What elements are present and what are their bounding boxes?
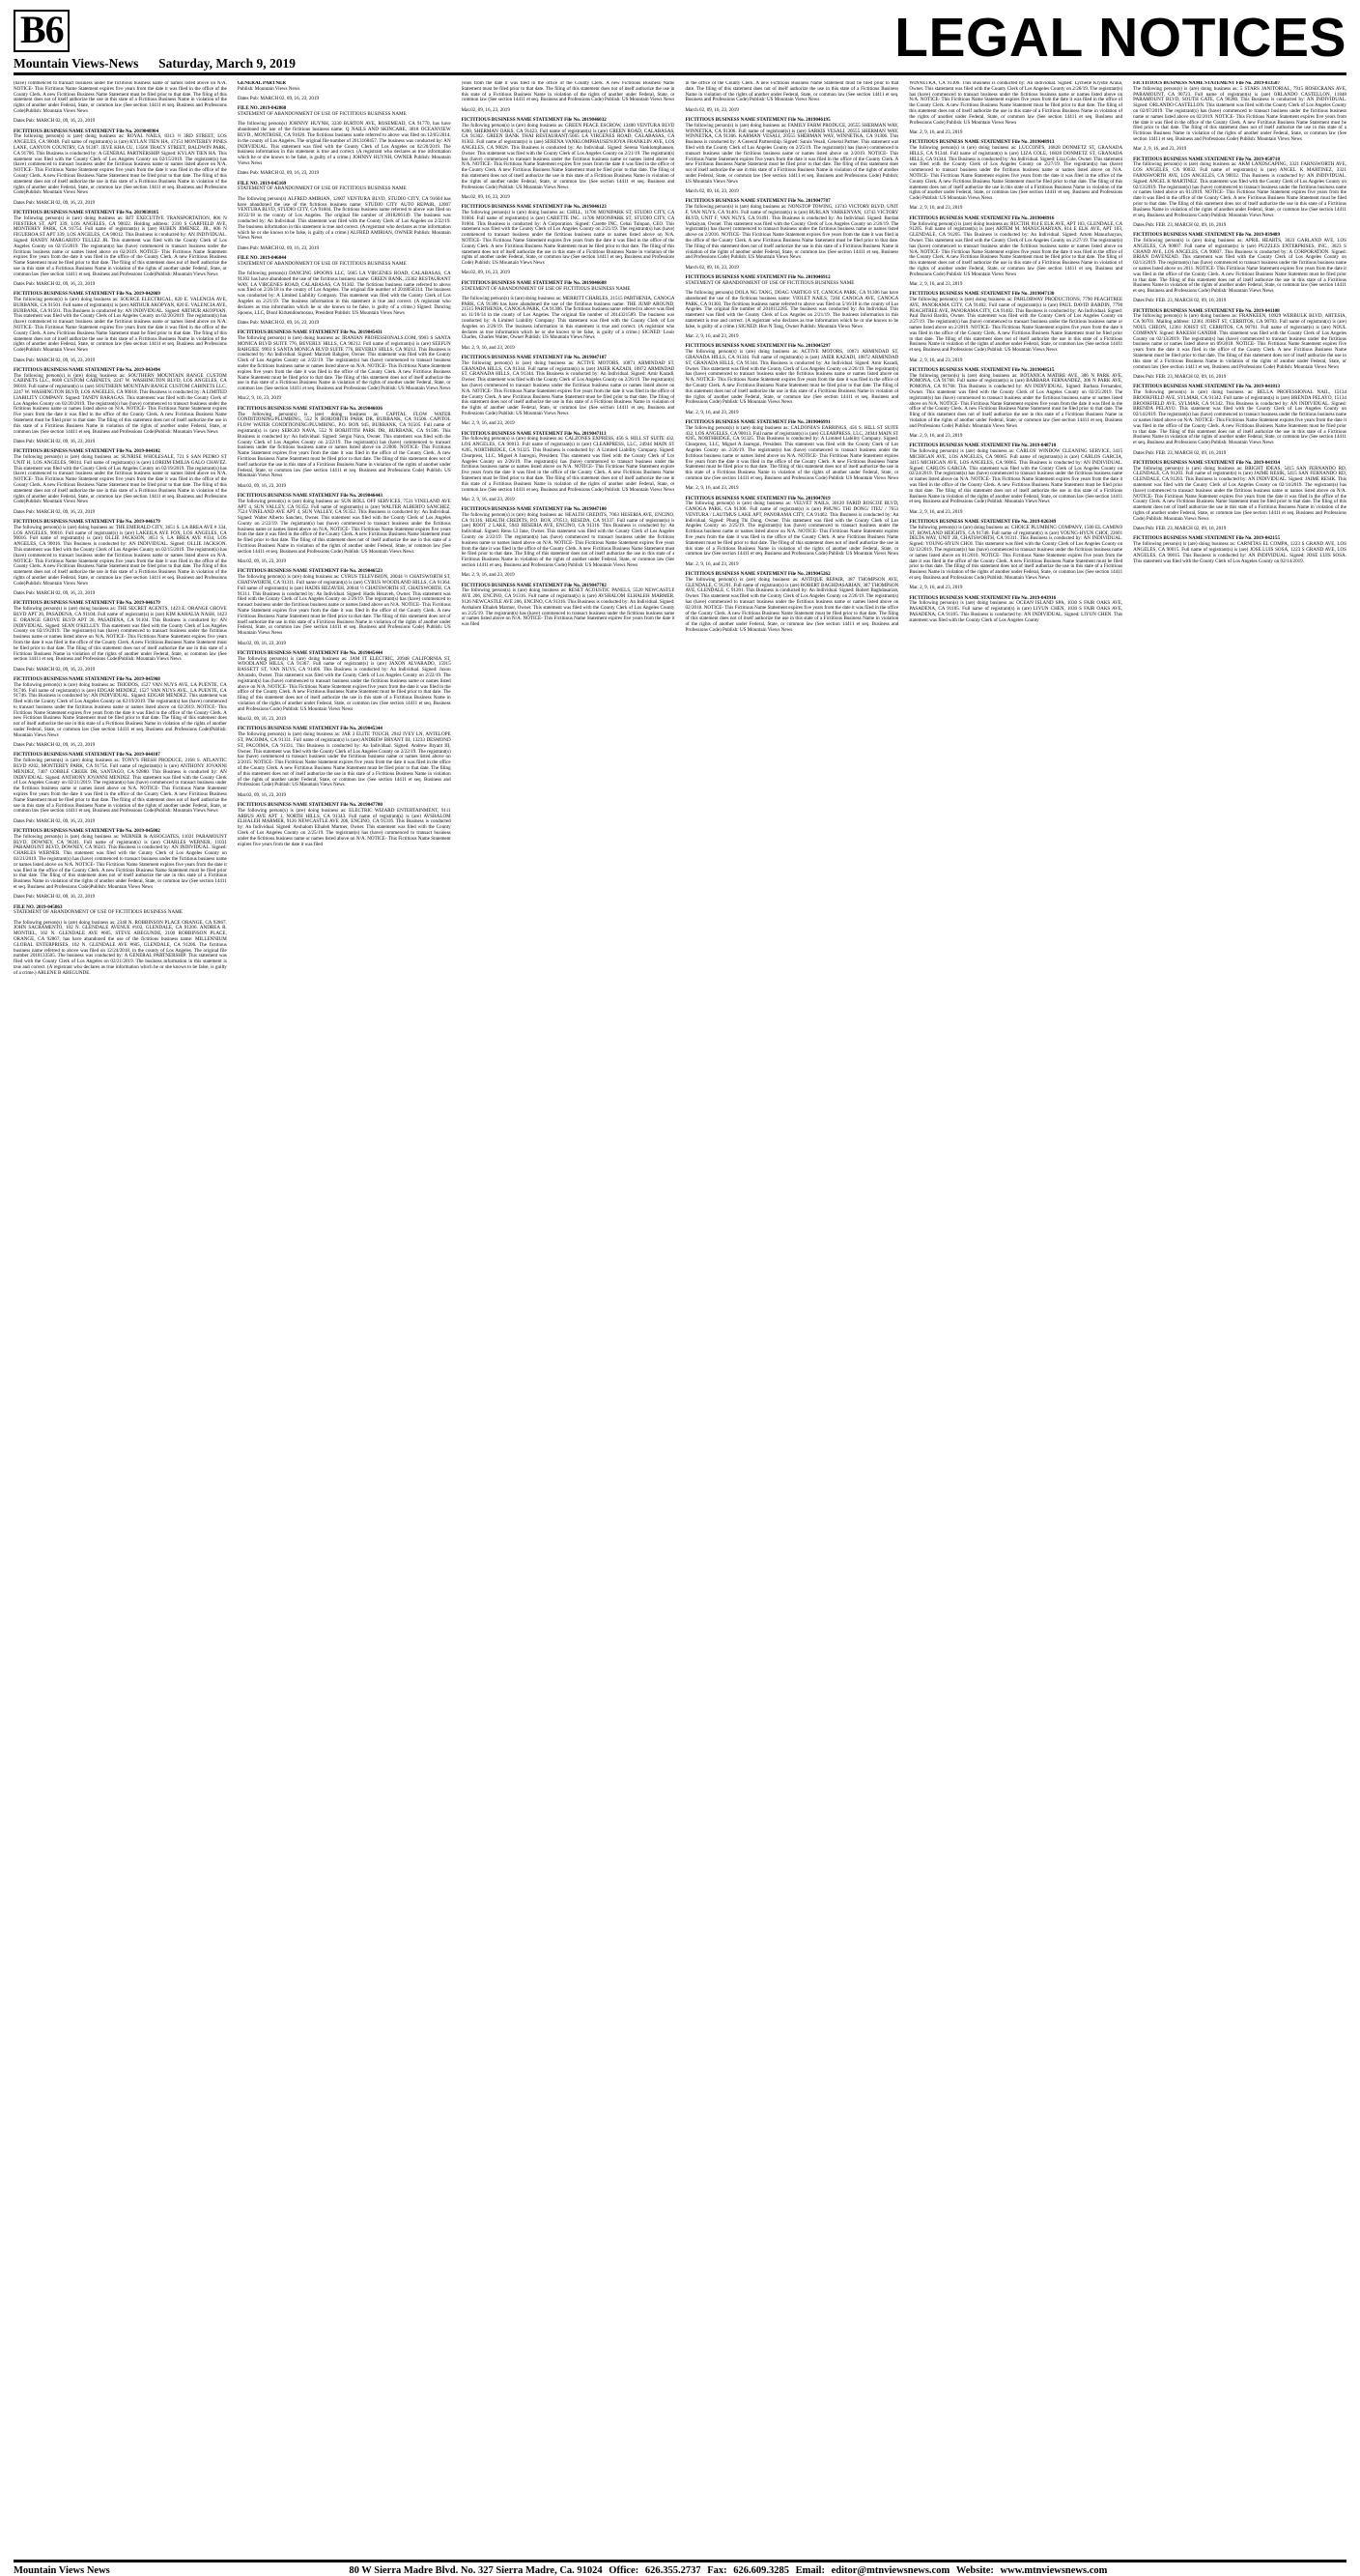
notice-column-6 [1133,81,1346,2556]
notice-body: Mar. 2, 9, 16, and 23, 2019 [685,560,739,567]
notice-heading: FICTITIOUS BUSINESS NAME STATEMENT File No. 2019-058718 [1133,156,1281,162]
footer-email-label: Email: [795,2565,825,2576]
legal-notice [14,895,227,901]
notice-heading: FICTITIOUS BUSINESS NAME STATEMENT File No. 2019-048710 [909,443,1057,449]
legal-notice [1133,451,1346,457]
legal-notice [14,520,227,587]
legal-notice [238,717,451,723]
notice-body: The following person(s) is (are) doing business as: RJT EXECUTIVE TRANSPORTATION, 806 N FIESTERA ST, APT 339, LOS ANGELES, CA 90022. Holding address: 2310 S GARFIELD AVE, MONTEREY PARK, CA 91754. Full name of registrant(s) is (are) RUBEN JIMENEZ, JR., 806 N FIGUEROA ST APT 339, LOS ANGELES, CA 90012. This Business is conducted by: AN INDIVIDUAL. Signed: RANDY MARGARITO TELLEZ JR. This statement was filed with the County Clerk of Los Angeles County on 02/15/2019. The registrant(s) has (have) commenced to transact business under the fictitious business name or names listed above on 02/2019. NOTICE- This Fictitious Name Statement expires five years from the date it was filed in the office of the County Clerk. A new Fictitious Business Name Statement must be filed prior to that date. The filing of this statement does not of itself authorize the use in this state of a Fictitious Business Name in violation of the rights of another under Federal, State, or common law (See section 14411 et seq. Business and Professions Code)Publish: Mountain Views News [14,215,227,277]
notice-column-4 [685,81,898,2556]
notice-heading: FICTITIOUS BUSINESS NAME STATEMENT File No. 2019038185 [14,209,159,215]
legal-notice [14,677,227,739]
footer-office-phone: 626.355.2737 [644,2565,701,2576]
legal-notice [685,420,898,482]
notice-body: Mar. 2, 9, 16, and 23, 2019 [909,357,963,363]
legal-notice [685,108,898,114]
notice-heading: FICTITIOUS BUSINESS NAME STATEMENT File No. 2019047787 [685,198,831,205]
legal-notice [909,368,1122,430]
legal-notice [238,182,451,193]
notice-heading: FILE NO. 2019-042868 [237,105,287,112]
notice-body: Mar.02, 09, 16, 23, 2019 [237,482,287,489]
legal-notice [909,510,1122,516]
notice-body: The following person(s) is (are) doing business as: BELLA PROFESSIONAL NAIL, 15134 BROOKFIELD AVE, SYLMAR, CA 91342. Full name of registrant(s) is (are) BRENDA PELAYO, 15134 BROOKFIELD AVE, SYLMAR, CA 91342. This Business is conducted by: AN INDIVIDUAL. Signed: BRENDA PELAYO. This statement was filed with the County Clerk of Los Angeles County on 02/14/2019. The registrant(s) has (have) commenced to transact business under the fictitious business name or names listed above on N/A. NOTICE- This Fictitious Name Statement expires five years from the date it was filed in the office of the County Clerk. A new Fictitious Business Name Statement must be filed prior to that date. The filing of this statement does not of itself authorize the use in this state of a Fictitious Business Name in violation of the rights of another under Federal, State, or common law (See section 14411 et seq. Business and Professions Code) Publish: Mountain Views News [1133,389,1346,446]
notice-body: The following person(s) is (are) doing business as: WERNER & ASSOCIATES, 11031 PARAMOUNT BLVD, DOWNEY, CA 90241. Full name of registrant(s) is (are) CHARLES WERNER, 11031 PARAMOUNT BLVD, DOWNEY, CA 90241. This Business is conducted by: AN INDIVIDUAL. Signed: CHARLES WERNER. This statement was filed with the County Clerk of Los Angeles County on 02/21/2019. The registrant(s) has (have) commenced to transact business under the fictitious business name or names listed above on N/A. NOTICE- This Fictitious Name Statement expires five years from the date it was filed in the office of the County Clerk. A new Fictitious Business Name Statement must be filed prior to that date. The filing of this statement does not of itself authorize the use in this state of a Fictitious Business Name in violation of the rights of another under Federal, State, or common law (See section 14411 et seq. Business and Professions Code)Publish: Mountain Views News [14,833,227,890]
legal-notice [14,829,227,891]
footer-fax-number: 626.609.3285 [733,2565,789,2576]
legal-notice [909,434,1122,440]
page-folio: B6 [14,10,70,52]
legal-notice [238,484,451,490]
footer-publication: Mountain Views News [14,2565,110,2576]
legal-notice [685,486,898,492]
notice-body: Mar. 2, 9, 16, and 23, 2019 [461,496,515,502]
notice-heading: FICTITIOUS BUSINESS NAME STATEMENT File No. 2019047100 [461,506,607,513]
notice-body: Mar. 2, 9, 16, and 23, 2019 [909,205,963,212]
notice-body: Mar.02, 09, 16, 23, 2019 [237,640,287,646]
legal-notice [685,572,898,634]
notice-body: Dates Pub: MARCH 02, 09, 16, 23, 2019 [237,170,320,177]
legal-notice [909,282,1122,288]
legal-notice [685,497,898,558]
legal-notice [14,743,227,749]
notice-heading: FICTITIOUS BUSINESS NAME STATEMENT File No. 2019045344 [237,726,382,732]
masthead-right [305,7,1346,69]
legal-notice [1133,527,1346,532]
page-title: LEGAL NOTICES [894,7,1346,69]
footer-contact [110,2565,1346,2576]
legal-notice [685,411,898,416]
legal-notice [238,272,451,316]
notice-heading: FICTITIOUS BUSINESS NAME STATEMENT File No. 2019048916 [909,215,1055,221]
page-footer [14,2560,1346,2576]
legal-notice [14,591,227,597]
notice-heading: FICTITIOUS BUSINESS NAME STATEMENT File No. 2019-044107 [14,752,160,758]
notice-body: The following person(s) is (are) doing business as: TRIODOS, 1527 VAN NUYS AVE, LA PUENTE, CA 91746. Full name of registrant(s) is (are) EDGAR MENDEZ, 1527 VAN NUYS AVE., LA PUENTE, CA 91746. This Business is conducted by: AN INDIVIDUAL. Signed: EDGAR MENDEZ. This statement was filed with the County Clerk of Los Angeles County on 02/19/2019. The registrant(s) has (have) commenced to transact business under the fictitious business name or names listed above on 02/2019. NOTICE- This Fictitious Name Statement expires five years from the date it was filed in the office of the County Clerk. A new Fictitious Business Name Statement must be filed prior to that date. The filing of this statement does not of itself authorize the use in this state of a Fictitious Business Name in violation of the rights of another under Federal, State, or common law (See section 14411 et seq. Business and Professions Code)Publish: Mountain Views News [14,681,227,738]
notice-body: The following person(s) is (are) doing business as: SUNRISE WHOLESALE, 721 S SAN PEDRO ST UNIT H, LOS ANGELES, 90014. Full name of registrant(s) is (are) LOREIM EMILIA GALO CHAVEZ. This statement was filed with the County Clerk of Los Angeles County on 02/19/2019. The registrant(s) has (have) commenced to transact business under the fictitious business name or names listed above on N/A. NOTICE- This Fictitious Name Statement expires five years from the date it was filed in the office of the County Clerk. A new Fictitious Business Name Statement must be filed prior to that date. The filing of this statement does not of itself authorize the use in this state of a Fictitious Business Name in violation of the rights of another under Federal, State, or common law (See section 14411 et seq. Business and Professions Code)Publish: Mountain Views News [14,454,227,505]
notice-body: The following person(s) is (are) doing business as: ROYAL NAILS, 8313 ½ 3RD STREET, LOS ANGELES, CA 90048. Full name of registrant(s) is (are) KYLAN TIEN HA, 17151 MONTEREY PINES LANE, CANYON COUNTRY, CA 91387. JEVE KHA CU, 13566 TRACY STREET, BALDWIN PARK, CA 91706. This Business is conducted by: A GENERAL PARTNERSHIP. Signed: KYLAN TIEN HA. This statement was filed with the County Clerk of Los Angeles County on 02/15/2019. The registrant(s) has (have) commenced to transact business under the fictitious business name or names listed above on N/A. NOTICE- This Fictitious Name Statement expires five years from the date it was filed in the office of the County Clerk. A new Fictitious Business Name Statement must be filed prior to that date. The filing of this statement does not of itself authorize the use in this state of a Fictitious Business Name in violation of the rights of another under Federal, State, or common law (See section 14411 et seq. Business and Professions Code)Publish: Mountain Views News [14,133,227,196]
legal-notice [14,282,227,288]
notice-heading: FICTITIOUS BUSINESS NAME STATEMENT File No. 2019046123 [461,204,607,211]
notice-body: March 02, 09, 16, 23, 2019 [685,106,739,113]
notice-body: Mar.02, 09, 16, 23, 2019 [461,106,510,113]
legal-notice [14,211,227,278]
legal-notice [462,195,675,201]
legal-notice [238,122,451,166]
legal-notice [685,562,898,568]
legal-notice [14,129,227,197]
legal-notice [462,432,675,494]
notice-body: STATEMENT OF ABANDONMENT OF USE OF FICTITIOUS BUSINESS NAME [237,260,407,267]
notice-heading: FICTITIOUS BUSINESS NAME STATEMENT File No. 2019-026349 [909,518,1057,525]
notice-body: Mar.02, 09, 16, 23, 2019 [461,193,510,200]
notice-body: Dates Pub: FEB. 23, MARCH 02, 09, 16, 2019 [1133,298,1227,304]
notice-heading: FICTITIOUS BUSINESS NAME STATEMENT File No. 2019-039489 [1133,232,1281,239]
legal-notice [14,292,227,354]
notice-heading: FICTITIOUS BUSINESS NAME STATEMENT File No. 2019046688 [461,279,607,286]
masthead-left [14,10,305,71]
legal-notice [238,569,451,637]
publication-date: Saturday, March 9, 2019 [158,56,297,71]
notice-heading: FICTITIOUS BUSINESS NAME STATEMENT File No. 2019-042155 [1133,535,1281,542]
notice-body: Mar.02, 09, 16, 23, 2019 [237,716,287,723]
footer-website-label: Website: [955,2565,994,2576]
notice-body: Publish: Mountain Views News [237,85,300,92]
legal-notice [909,586,1122,591]
notice-body: Dates Pub: MARCH 02, 09, 16, 23, 2019 [14,590,96,597]
legal-notice [238,407,451,479]
legal-notice [462,81,675,103]
legal-notice [14,510,227,516]
legal-notice [685,291,898,330]
notice-body: Mar. 2, 9, 16, and 23, 2019 [909,433,963,440]
notice-body: Dates Pub: MARCH 02, 09, 16, 23, 2019 [14,894,96,901]
notice-body: The following person(s) is (are) doing business as: CAPITAL FLOW WATER CONDITIONING/PLUMBING, 552 N BORJORITH PARK DR, BURBANK, CA 91506. CAPITOL FLOW WATER CONDITIONING/PLUMBING, P.O. BOX 945, BURBANK, CA 91505. Full name of registrant(s) is (are) SERGIO NAVA, 552 N BORJITITH PARK DR, BURBANK, CA 91506. This Business is conducted by: An Individual. Signed: Sergio Nava, Owner. This statement was filed with the County Clerk of Los Angeles County on 2/22/19. The registrant(s) has (have) commenced to transact business under the fictitious business name or names listed above on 2/2000. NOTICE- This Fictitious Name Statement expires five years from the date it was filed in the office of the County Clerk. A new Fictitious Business Name Statement must be filed prior to that date. The filing of this statement does not of itself authorize the use in this state of a Fictitious Business Name in violation of the rights of another under Federal, State, or common law (See section 14411 et seq. Business and Professions Code) Publish: US Mountain Views News [237,411,451,479]
notice-body: The following person(s) is (are) doing business as: CARNITAS EL COMPA, 1223 S GRAND AVE, LOS ANGELES, CA 90015. Full name of registrant(s) is (are) JOSE LUIS SOSA, 1223 S GRAND AVE, LOS ANGELES, CA 90015. This Business is conducted by: AN INDIVIDUAL. Signed: JOSE LUIS SOSA. This statement was filed with the County Clerk of Los Angeles County on 02/14/2019. [1133,541,1346,564]
notice-body: Mar.2, 9, 16, 23, 2019 [237,395,281,402]
notice-heading: FICTITIOUS BUSINESS NAME STATEMENT File No. 2019048904 [14,128,159,134]
legal-notice [238,651,451,713]
legal-notice [238,559,451,565]
notice-heading: FICTITIOUS BUSINESS NAME STATEMENT File No. 2019-044102 [14,448,160,455]
legal-notice [238,494,451,556]
legal-notice [238,246,451,252]
legal-notice [462,356,675,417]
notice-body: Dates Pub: MARCH 02, 09, 16, 23, 2019 [14,438,96,444]
notice-column-2 [238,81,451,2556]
notice-column-1 [14,81,227,2556]
masthead-publication-line [14,56,296,71]
notice-heading: FICTITIOUS BUSINESS NAME STATEMENT File No. 2019045444 [237,649,382,656]
legal-notice [909,81,1122,126]
notice-heading: FICTITIOUS BUSINESS NAME STATEMENT File No. 2019-033507 [1133,81,1281,86]
legal-notice [14,119,227,125]
notice-heading: FICTITIOUS BUSINESS NAME STATEMENT File No. 2019-043916 [909,594,1057,601]
notice-body: Mar. 2, 9, 16, and 23, 2019 [909,585,963,591]
notice-heading: FICTITIOUS BUSINESS NAME STATEMENT File No. 2019-046179 [14,518,160,525]
notice-heading: FICTITIOUS BUSINESS NAME STATEMENT File No. 2019047700 [237,801,382,808]
notice-body: Mar. 2, 9, 16, and 23, 2019 [685,485,739,492]
notice-body: The following person(s) is (are) doing business as: LUCCONI'S, 16828 DONMETZ ST, GRANADA HILLS, CA 91344. Full name of registrant(s) is (are) LIZA COLE, 16828 DONMETZ ST, GRANADA HILLS, CA 91344. This Business is conducted by: An Individual. Signed: Liza Cole, Owner. This statement was filed with the County Clerk of Los Angeles County on 2/27/19. The registrant(s) has (have) commenced to transact business under the fictitious business name or names listed above on N/A. NOTICE- This Fictitious Name Statement expires five years from the date it was filed in the office of the County Clerk. A new Fictitious Business Name Statement must be filed prior to that date. The filing of this statement does not of itself authorize the use in this state of a Fictitious Business Name in violation of the rights of another under Federal, State, or common law (See section 14411 et seq. Business and Professions Code) Publish: US Mountain Views News [909,144,1123,202]
legal-notice [462,346,675,352]
legal-notice [14,201,227,207]
notice-body: The following person(s) is (are) doing business as: JAM IT ELECTRIC, 20948 CALIFORNIA ST, WOODLAND HILLS, CA 91367. Full name of registrant(s) is (are) JAXON ALVARADO, 15915 BASSETT ST, VAN NUYS, CA 91406. This Business is conducted by: An Individual. Signed: Jaxon Alvarado, Owner. This statement was filed with the County Clerk of Los Angeles County on 2/22/19. The registrant(s) has (have) commenced to transact business under the fictitious business name or names listed above on N/A. NOTICE- This Fictitious Name Statement expires five years from the date it was filed in the office of the County Clerk. A new Fictitious Business Name Statement must be filed prior to that date. The filing of this statement does not of itself authorize the use in this state of a Fictitious Business Name in violation of the rights of another under Federal, State, or common law (See section 14411 et seq. Business and Professions Code) Publish: US Mountain Views News [237,655,451,712]
legal-notice [909,216,1122,278]
legal-notice [1133,375,1346,381]
legal-notice [685,266,898,272]
notice-body: The following person(s) is (are) doing business as: CALDONIA'S EARRINGS, 456 S. HILL ST SUITE 432, LOS ANGELES, CA 90013. Full name of registrant(s) is (are) CLEARPRESS, LLC, 24944 MAIN ST #205, NORTHRIDGE, CA 91325. This Business is conducted by: A Limited Liability Company. Signed: Clearpress, LLC, Miguel A Jauregui, President. This statement was filed with the County Clerk of Los Angeles County on 2/26/19. The registrant(s) has (have) commenced to transact business under the fictitious business name or names listed above on N/A. NOTICE- This Fictitious Name Statement expires five years from the date it was filed in the office of the County Clerk. A new Fictitious Business Name Statement must be filed prior to that date. The filing of this statement does not of itself authorize the use in this state of a Fictitious Business Name in violation of the rights of another under Federal, State, or common law (See section 14411 et seq. Business and Professions Code) Publish: US Mountain Views News [685,424,899,481]
notice-body: The following person(s) is (are) doing business as: BOTANICA MATIRE AVE, 306 N PARK AVE, POMONA, CA 91768. Full name of registrant(s) is (are) BARBARA FERNANDEZ, 306 N PARK AVE, POMONA, CA 91768. This Business is conducted by: AN INDIVIDUAL. Signed: Barbara Fernandez, Owner. This statement was filed with the County Clerk of Los Angeles County on 02/25/2019. The registrant(s) has (have) commenced to transact business under the fictitious business name or names listed above on N/A. NOTICE- This Fictitious Name Statement expires five years from the date it was filed in the office of the County Clerk. A new Fictitious Business Name Statement must be filed prior to that date. The filing of this statement does not of itself authorize the use in this state of a Fictitious Business Name in violation of the rights of another under Federal, State, or common law (See section 14411 et seq. Business and Professions Code) Publish: Mountain Views News [909,372,1123,429]
notice-heading: FICTITIOUS BUSINESS NAME STATEMENT File No. 2019045431 [237,329,382,336]
notice-heading: FICTITIOUS BUSINESS NAME STATEMENT File No. 2019047702 [461,582,607,588]
legal-notice [1133,536,1346,564]
notice-body: STATEMENT OF ABANDONMENT OF USE OF FICTITIOUS BUSINESS NAME [14,909,183,916]
notice-body: The following person(s) is (are) doing business as: SUN ROLL OFF SERVICES, 7531 VINELAND AVE APT 4, SUN VALLEY, CA 91352. Full name of registrant(s) is (are) WALTER ALBERTO SANCHEZ, 7524 VINELAND AVE APT 4, SUN VALLEY, CA 91352. This Business is conducted by: An Individual. Signed: Walter Alberto Sanchez, Owner. This statement was filed with the County Clerk of Los Angeles County on 2/22/19. The registrant(s) has (have) commenced to transact business under the fictitious business name or names listed above on N/A. NOTICE- This Fictitious Name Statement expires five years from the date it was filed in the office of the County Clerk. A new Fictitious Business Name Statement must be filed prior to that date. The filing of this statement does not of itself authorize the use in this state of a Fictitious Business Name in violation of the rights of another under Federal, State, or common law (See section 14411 et seq. Business and Professions Code) Publish: US Mountain Views News [237,498,451,555]
notice-heading: FICTITIOUS BUSINESS NAME STATEMENT File No. 2019047019 [685,495,831,501]
masthead [14,7,1346,75]
notice-body: The following person(s) is (are) doing business as: CHILL, 11706 MONIPARK ST, STUDIO CITY, CA 91604. Full name of registrant(s) is (are) CARETTE INC. 11706 MOONPARK ST, STUDIO CITY, CA 91604. This Business is conducted by: A Corporation. Signed: Carette INC, Cehai Tulupan, CEO. This statement was filed with the County Clerk of Los Angeles County on 2/21/19. The registrant(s) has (have) commenced to transact business under the fictitious business name or names listed above on N/A. NOTICE- This Fictitious Name Statement expires five years from the date it was filed in the office of the County Clerk. A new Fictitious Business Name Statement must be filed prior to that date. The filing of this statement does not of itself authorize the use in this state of a Fictitious Business Name in violation of the rights of another under Federal, State, or common law (See section 14411 et seq. Business and Professions Code) Publish: US Mountain Views News [461,209,675,267]
notice-body: The following person(s) is (are) doing business as: PARLORWAY PRODUCTIONS, 7790 PEACHTREE AVE, PANORAMA CITY, CA 91402. Full name of registrant(s) is (are) PAUL DAVID BARDIN, 7790 PEACHTREE AVE, PANORAMA CITY, CA 91402. This Business is conducted by: An Individual. Signed: Paul David Bardin, Owner. This statement was filed with the County Clerk of Los Angeles County on 2/27/19. The registrant(s) has (have) commenced to transact business under the fictitious business name or names listed above on 2/2019. NOTICE- This Fictitious Name Statement expires five years from the date it was filed in the office of the County Clerk. A new Fictitious Business Name Statement must be filed prior to that date. The filing of this statement does not of itself authorize the use in this state of a Fictitious Business Name in violation of the rights of another under Federal, State, or common law (See section 14411 et seq. Business and Professions Code) Publish: US Mountain Views News [909,297,1123,354]
notice-column-5 [909,81,1122,2556]
notice-body: WINNETKA, CA 91306. This Business is conducted by: An Individual. Signed: Lychelle Krystle Arana, Owner. This statement was filed with the County Clerk of Los Angeles County on 2/26/19. The registrant(s) has (have) commenced to transact business under the fictitious business name or names listed above on N/A. NOTICE- This Fictitious Name Statement expires five years from the date it was filed in the office of the County Clerk. A new Fictitious Business Name Statement must be filed prior to that date. The filing of this statement does not of itself authorize the use in this state of a Fictitious Business Name in violation of the rights of another under Federal, State, or common law (See section 14411 et seq. Business and Professions Code) Publish: US Mountain Views News [909,81,1123,126]
legal-notice [685,81,898,103]
notice-body: The following person(s) JOHNNY HUYNH, 3330 BURTON AVE, ROSEMEAD, CA 91770, has have abandoned the use of the fictitious business name: Q NAILS AND SKINCARE, 3818 OCEANVIEW BLVD., MONTROSE, CA 91020. The fictitious business name referred to above was filed on 12/05/2014, in the county of Los Angeles. The original file number of 2013168457. The business was conducted by: AN INDIVIDUAL. This statement was filed with the County Clerk of Los Angeles on 02/20/2019. The business information in this statement is true and correct. (A registrant who declares as true information which he or she knows to be false, is guilty of a crime.) JOHNNY HUYNH, OWNER Publish: Mountain Views News [237,121,451,167]
legal-notice [909,444,1122,505]
legal-notice [238,197,451,242]
notice-body: March 02, 09, 16, 23, 2019 [685,188,739,195]
notice-body: The following person(s) is (are) doing business as: NONSTOP TOWING, 13743 VICTORY BLVD, UNIT F, VAN NUYS, CA 91401. Full name of registrant(s) is (are) BURLAN VARKENYAN, 13743 VICTORY BLVD, UNIT F, VAN NUYS, CA 91491. This Business is conducted by: An Individual. Signed: Burdan Varkalyan, Owner. This statement was filed with the County Clerk of Los Angeles County on 2/26/19. The registrant(s) has (have) commenced to transact business under the fictitious business name or names listed above on 2/2016. NOTICE- This Fictitious Name Statement expires five years from the date it was filed in the office of the County Clerk. A new Fictitious Business Name Statement must be filed prior to that date. The filing of this statement does not of itself authorize the use in this state of a Fictitious Business Name in violation of the rights of another under Federal, State, or common law (See section 14411 et seq. Business and Professions Code) Publish: US Mountain Views News [685,204,899,261]
footer-fax-label: Fax: [707,2565,727,2576]
notice-body: Dates Pub: FEB. 23, MARCH 02, 09, 16, 2019 [1133,449,1227,456]
legal-notice [685,344,898,406]
legal-notice [462,108,675,114]
notice-body: Dates Pub: MARCH 02, 09, 16, 23, 2019 [14,666,96,673]
legal-notice [1133,461,1346,523]
notice-body: The following person(s) is (are) doing business as: OCEAN ISLAND SPA, 1030 S FAIR OAKS AVE, PASADENA, CA 91105. Full name of registrant(s) is (are) LIYUN CHEN, 1030 S FAIR OAKS AVE, PASADENA, CA 91105. This Business is conducted by: AN INDIVIDUAL. Signed: LIYUN CHEN. This statement was filed with the County Clerk of Los Angeles County [909,600,1123,623]
notice-body: Mar.02, 09, 16, 23, 2019 [461,270,510,276]
notice-heading: FICTITIOUS BUSINESS NAME STATEMENT File No. 2019-041813 [1133,384,1281,390]
legal-notice [685,199,898,261]
legal-notice [1133,81,1346,143]
notice-body: Mar. 2, 9, 16, and 23, 2019 [461,572,515,579]
notice-body: The following person(s) is (are) doing business as: ACTIVE MOTORS, 10871 ARMINDAD ST, GRANADA HILLS, CA 91344. Full name of registrant(s) is (are) JAIER KAZADI, 10872 ARMINDAD ST, GRANADA HILLS, CA 91344. This Business is conducted by: An Individual. Signed: Amir Kazadi, Owner. This statement was filed with the County Clerk of Los Angeles County on 2/26/19. The registrant(s) has (have) commenced to transact business under the fictitious business name or names listed above on N/A. NOTICE- This Fictitious Name Statement expires five years from the date it was filed in the office of the County Clerk. A new Fictitious Business Name Statement must be filed prior to that date. The filing of this statement does not of itself authorize the use in this state of a Fictitious Business Name in violation of the rights of another under Federal, State, or common law (See section 14411 et seq. Business and Professions Code) Publish: US Mountain Views News [461,359,675,416]
notice-heading: FICTITIOUS BUSINESS NAME STATEMENT File No. 2019-042069 [14,291,160,298]
notice-body: STATEMENT OF ABANDONMENT OF USE OF FICTITIOUS BUSINESS NAME [237,186,407,192]
notice-body: The following person(s) is (are) doing business as: FRANKEEN, 10929 WERBULK BLVD, ARTESIA, CA 90701. Mailing address: 12361 JOHST ST, CERRITOS, CA 90703. Full name of registrant(s) is (are) NOUL CHEON, 12361 JOHST ST, CERRITOS, CA 90701. Full name of registrant(s) is (are) NOUL COMPANY. Signed: RAKESH GANDHI. This statement was filed with the County Clerk of Los Angeles County on 02/13/2019. The registrant(s) has (have) commenced to transact business under the fictitious business name or names listed above on 09/2018. NOTICE- This Fictitious Name Statement expires five years from the date it was filed in the office of the County Clerk. A new Fictitious Business Name Statement must be filed prior to that date. The filing of this statement does not of itself authorize the use in this state of a Fictitious Business Name in violation of the rights of another under Federal, State, or common law (See section 14411 et seq. Business and Professions Code) Publish: Mountain Views News [1133,313,1346,370]
legal-notice [462,421,675,427]
legal-notice [14,668,227,673]
notice-body: The following person(s) is (are) doing business as: AKM LANDSCAPING, 3321 FARNSWORTH AVE, LOS ANGELES, CA 90032. Full name of registrant(s) is (are) ANGEL K MARTINEZ, 3321 FARNSWORTH AVE, LOS ANGELES, CA 90032. This Business is conducted by: AN INDIVIDUAL. Signed: ANGEL K MARTINEZ. This statement was filed with the County Clerk of Los Angeles County on 02/13/2019. The registrant(s) has (have) commenced to transact business under the fictitious business name or names listed above on 01/2019. NOTICE- This Fictitious Name Statement expires five years from the date it was filed in the office of the County Clerk. A new Fictitious Business Name Statement must be filed prior to that date. The filing of this statement does not of itself authorize the use in this state of a Fictitious Business Name in violation of the rights of another under Federal, State, or common law (See section 14411 et seq. Business and Professions Code) Publish: Mountain Views News [1133,161,1346,218]
notice-body: Mar. 2, 9, 16, and 23, 2019 [1133,146,1187,153]
legal-notice [685,275,898,287]
legal-notice [14,921,227,977]
notice-body: The following person(s) DOLA NG TANG, DOAG VARTIGO ST, CANOGA PARK, CA 91306 has have abandoned the use of the fictitious business name: VIOLET NAILS, 7204 CANOGA AVE, CANOGA PARK, CA 91303. The fictitious business name referred to above was filed on 5/16/18 in the county of Los Angeles. The original file number of 2018112285. The business was conducted by: An Individual. This statement was filed with the County Clerk of Los Angeles on 2/21/19. The business information in this statement is true and correct. (A registrant who declares as true information which he or she knows to be false, is guilty of a crime.) SIGNED: Hon N Tang, Owner Publish: Mountain Views News [685,290,899,329]
notice-heading: FICTITIOUS BUSINESS NAME STATEMENT File No. 2019-041934 [1133,459,1281,466]
legal-notice [14,81,227,115]
legal-notice [238,106,451,118]
notice-body: Mar. 2, 9, 16, and 23, 2019 [685,333,739,340]
legal-notice [462,118,675,190]
notice-body: The following person(s) is (are) doing business as: ELECTRIC WIZARD ENTERTAINMENT, 9111 ARBUS AVE APT 1, NORTH HILLS, CA 91343. Full name of registrant(s) is (are) AVSHALOM ELHALEH MARMER, 9126 NEWCASTLE AVE 206, ENCINO, CA 91316. This Business is conducted by: An Individual. Signed: Avshalom Elhaleh Marmer, Owner. This statement was filed with the County Clerk of Los Angeles County on 2/25/19. The registrant(s) has (have) commenced to transact business under the fictitious business name or names listed above on N/A. NOTICE- This Fictitious Name Statement expires five years from the date it was filed [237,807,451,847]
legal-notice [909,596,1122,624]
notice-body: Dates Pub: FEB. 23, MARCH 02, 09, 16, 2019 [1133,221,1227,228]
legal-notice [909,130,1122,136]
legal-notice [909,140,1122,202]
legal-notice [685,189,898,195]
legal-notice [909,520,1122,582]
notice-body: March 02, 09, 16, 23, 2019 [685,264,739,271]
notice-body: Dates Pub: MARCH 02, 09, 16, 23, 2019 [237,244,320,251]
notice-body: Dates Pub: MARCH 02, 09, 16, 23, 2019 [14,281,96,287]
notice-body: years from the date it was filed in the office of the County Clerk. A new Fictitious Business Name Statement must be filed prior to that date. The filing of this statement does not of itself authorize the use in this state of a Fictitious Business Name in violation of the rights of another under Federal, State, or common law (See section 14411 et seq. Business and Professions Code) Publish: US Mountain Views News [461,81,675,103]
notice-heading: FICTITIOUS BUSINESS NAME STATEMENT File No. 2019047113 [461,430,607,437]
legal-notice [14,601,227,663]
notice-body: The following person(s) is (are) doing business as: GREEN PEACE ESCROW, 13400 VENTURA BLVD #200, SHERMAN OAKS, CA 91423. Full name of registrant(s) is (are) GREEN ROAD, CALABASAS, CA 91302. GREEN BANK THAI RESTAURANT/5665 LA VIRGENES ROAD, CALABASAS, CA 91302. Full name of registrant(s) is (are) SERENA VANKLOMPHAUSEN/JOYA FRANKLIN AVE, LOS ANGELES, CA 90028. This Business is conducted by: An Individual. Signed: Serena Vanklomphausen, Owner. This statement was filed with the County Clerk of Los Angeles County on 2/21/19. The registrant(s) has (have) commenced to transact business under the fictitious business name or names listed above on N/A. NOTICE- This Fictitious Name Statement expires five years from the date it was filed in the office of the County Clerk. A new Fictitious Business Name Statement must be filed prior to that date. The filing of this statement does not of itself authorize the use in this state of a Fictitious Business Name in violation of the rights of another under Federal, State, or common law (See section 14411 et seq. Business and Professions Code) Publish: US Mountain Views News [461,122,675,190]
notice-body: Dates Pub: MARCH 02, 09, 16, 23, 2019 [237,319,320,326]
footer-address: 80 W Sierra Madre Blvd. No. 327 Sierra Madre, Ca. 91024 [349,2565,603,2576]
notice-body: Dates Pub: MARCH 02, 09, 16, 23, 2019 [14,118,96,125]
notice-body: The following person(s) is (are) doing business as: CARLOS' WINDOW CLEANING SERVICE, 3415 MICHIGAN AVE, LOS ANGELES, CA 90065. Full name of registrant(s) is (are) CARLOS GARCIA, 3415 MICHIGAN AVE, LOS ANGELES, CA 90065. This Business is conducted by: AN INDIVIDUAL. Signed: CARLOS GARCIA. This statement was filed with the County Clerk of Los Angeles County on 02/24/2019. The registrant(s) has (have) commenced to transact business under the fictitious business name or names listed above on N/A. NOTICE- This Fictitious Name Statement expires five years from the date it was filed in the office of the County Clerk. A new Fictitious Business Name Statement must be filed prior to that date. The filing of this statement does not of itself authorize the use in this state of a Fictitious Business Name in violation of the rights of another under Federal, State, or common law (See section 14411 et seq. Business and Professions Code) Publish: Mountain Views News [909,448,1123,505]
notice-heading: FICTITIOUS BUSINESS NAME STATEMENT File No. 2019046991 [685,418,831,425]
notice-body: The following person(s) is (are) doing business as: BRIGHT IDEAS, 5415 SAN FERNANDO RD, GLENDALE, CA 91203. Full name of registrant(s) is (are) JAIME RESIK, 5415 SAN FERNANDO RD, GLENDALE, CA 91203. This Business is conducted by: AN INDIVIDUAL. Signed: JAIME RESIK. This statement was filed with the County Clerk of Los Angeles County on 02/14/2019. The registrant(s) has (have) commenced to transact business under the fictitious business name or names listed above on N/A. NOTICE- This Fictitious Name Statement expires five years from the date it was filed in the office of the County Clerk. A new Fictitious Business Name Statement must be filed prior to that date. The filing of this statement does not of itself authorize the use in this state of a Fictitious Business Name in violation of the rights of another under Federal, State, or common law (See section 14411 et seq. Business and Professions Code) Publish: Mountain Views News [1133,465,1346,522]
legal-notice [462,507,675,569]
notice-heading: FICTITIOUS BUSINESS NAME STATEMENT File No. 2019-041108 [1133,307,1280,314]
legal-notice [238,171,451,177]
notice-body: The following person(s) is (are) doing business as: FAMILY FARM PRODUCE, 20555 SHERMAN WAY, WINNETKA, CA 91306. Full name of registrant(s) is (are) SARKIS VESALI, 20555 SHERMAN WAY, WINNETKA, CA 91306. KARMAN VESALI, 20555 SHERMAN WAY, WINNETKA, CA 91306. This Business is conducted by: A General Partnership. Signed: Sarais Vesali, General Partner. This statement was filed with the County Clerk of Los Angeles County on 2/25/19. The registrant(s) has (have) commenced to transact business under the fictitious business name or names listed above on 2/2019. NOTICE- This Fictitious Name Statement expires five years from the date it was filed in the office of the County Clerk. A new Fictitious Business Name Statement must be filed prior to that date. The filing of this statement does not of itself authorize the use in this state of a Fictitious Business Name in violation of the rights of another under Federal, State, or common law (See section 14411 et seq. Business and Professions Code) Publish: US Mountain Views News [685,122,899,185]
notice-body: The following person(s) is (are) doing business as: ANTIQUE REPAIR, 387 THOMPSON AVE, GLENDALE, C 91201. Full name of registrant(s) is (are) ROBERT BAGHDASARIAN, 387 THOMPSON AVE, GLENDALE, C 91201. This Business is conducted by: An Individual. Signed: Robert Baghdasarian, Owner. This statement was filed with the County Clerk of Los Angeles County on 2/26/19. The registrant(s) has (have) commenced to transact business under the fictitious business name or names listed above on 02/2018. NOTICE- This Fictitious Name Statement expires five years from the date it was filed in the office of the County Clerk. A new Fictitious Business Name Statement must be filed prior to that date. The filing of this statement does not of itself authorize the use in this state of a Fictitious Business Name in violation of the rights of another under Federal, State, or common law (See section 14411 et seq. Business and Professions Code) Publish: US Mountain Views News [685,576,899,634]
notice-body: The following person(s) is (are) doing business as: ACTIVE MOTORS, 10871 ARMINDAD ST, GRANADA HILLS, CA 91344. Full name of registrant(s) is (are) JAIER KAZADI, 10872 ARMINDAD ST, GRANADA HILLS, CA 91344. This Business is conducted by: An Individual. Signed: Amir Kazadi, Owner. This statement was filed with the County Clerk of Los Angeles County on 2/26/19. The registrant(s) has (have) commenced to transact business under the fictitious business name or names listed above on N/A. NOTICE- This Fictitious Name Statement expires five years from the date it was filed in the office of the County Clerk. A new Fictitious Business Name Statement must be filed prior to that date. The filing of this statement does not of itself authorize the use in this state of a Fictitious Business Name in violation of the rights of another under Federal, State, or common law (See section 14411 et seq. Business and Professions Code) Publish: US Mountain Views News [685,349,899,406]
notice-heading: FICTITIOUS BUSINESS NAME STATEMENT File No. 2019046523 [237,568,382,575]
notice-heading: FICTITIOUS BUSINESS NAME STATEMENT File No. 2019047107 [461,354,607,360]
notice-columns [14,78,1346,2556]
notice-heading: FICTITIOUS BUSINESS NAME STATEMENT File No. 2019045262 [685,571,831,578]
notice-body: Mar. 2, 9, 16, and 23, 2019 [685,409,739,415]
notice-body: The following person(s) DANCING SPOONS LLC, 5665 LA VIRGENES ROAD, CALABASAS, CA 91302 has have abandoned the use of the fictitious business name: GREEN BANK, 23362 RESTAURANT WAY, LA VIRGENES ROAD, CALABASAS, CA 91302. The fictitious business name referred to above was filed on 2/26/18 in the county of Los Angeles. The original file number of 2018050314. The business was conducted by: A Limited Liability Company. This statement was filed with the County Clerk of Los Angeles on 2/21/19. The business information in this statement is true and correct. (A registrant who declares as true information which he or she knows to be false, is guilty of a crime.) Signed: Dancing Spoons, LLC, Dionl Kirkendoumosou, President Publish: US Mountain Views News [237,271,451,316]
legal-notice [1133,223,1346,229]
legal-notice [238,330,451,392]
legal-notice [685,118,898,186]
notice-body: Dates Pub: MARCH 02, 09, 16, 23, 2019 [14,742,96,749]
legal-notice [1133,233,1346,295]
notice-body: Dates Pub: FEB. 23, MARCH 02, 09, 16, 2019 [1133,373,1227,380]
legal-notice [1133,299,1346,304]
legal-notice [14,440,227,445]
legal-notice [14,368,227,436]
notice-body: Mar. 2, 9, 16, and 23, 2019 [909,281,963,287]
notice-body: Dates Pub: MARCH 02, 09, 16, 23, 2019 [14,508,96,515]
notice-body: Dates Pub: MARCH 02, 09, 16, 23, 2019 [14,357,96,363]
legal-notice [238,642,451,647]
legal-notice [462,271,675,276]
notice-heading: GENERAL PARTNER [237,81,287,86]
notice-body: The following person(s) is (are) doing business as: THE EMERALD CITY, 3651 S. LA BREA AVE # 334, LOS ANGELES, 90016. Full name of registrant(s) is (are) LAKEILA AYE FOX, LOS ANGELES, CA 90016. Full name of registrant(s) is (are) OLLIE JACKSON, 3651 S. LA BREA AVE #334, LOS ANGELES, CA 90016. This Business is conducted by: AN INDIVIDUAL. Signed: OLLIE JACKSON. This statement was filed with the County Clerk of Los Angeles County on 02/15/2019. The registrant(s) has (have) commenced to transact business under the fictitious business name or names listed above on N/A. NOTICE- This Fictitious Name Statement expires five years from the date it was filed in the office of the County Clerk. A new Fictitious Business Name Statement must be filed prior to that date. The filing of this statement does not of itself authorize the use in this state of a Fictitious Business Name in violation of the rights of another under Federal, State, or common law (See section 14411 et seq. Business and Professions Code)Publish: Mountain Views News [14,524,227,587]
notice-body: Mar. 2, 9, 16, and 23, 2019 [461,344,515,351]
legal-notice [238,803,451,847]
legal-notice [14,358,227,364]
notice-body: The following person(s) is (are) doing business as: IRANIAN PROFESSIONALS.COM, 9903 S SANTA MONICA BLVD SUITE 776, BEVERLY HILLS, CA 90212. Full name of registrant(s) is (are) SEEFUN BAHGIEE. 9903 S SANTA MONICA BLVD SUITE 776, BEVERLY HILLS, CA 90212. This Business is conducted by: An Individual. Signed: Marzieh Bahgiee, Owner. This statement was filed with the County Clerk of Los Angeles County on 2/22/19. The registrant(s) has (have) commenced to transact business under the fictitious business name or names listed above on N/A. NOTICE- This Fictitious Name Statement expires five years from the date it was filed in the office of the County Clerk. A new Fictitious Business Name Statement must be filed prior to that date. The filing of this statement does not of itself authorize the use in this state of a Fictitious Business Name in violation of the rights of another under Federal, State, or common law (See section 14411 et seq. Business and Professions Code) Publish: US Mountain Views News [237,334,451,392]
notice-body: in the office of the County Clerk. A new Fictitious Business Name Statement must be filed prior to that date. The filing of this statement does not of itself authorize the use in this state of a Fictitious Business Name in violation of the rights of another under Federal, State, or common law (See section 14411 et seq. Business and Professions Code) Publish: US Mountain Views News [685,81,899,103]
notice-heading: FICTITIOUS BUSINESS NAME STATEMENT File No. 2019047130 [909,291,1055,298]
notice-body: STATEMENT OF ABANDONMENT OF USE OF FICTITIOUS BUSINESS NAME [685,279,855,286]
notice-body: The following person(s) is (are) doing business as: MERRITT CHARLES, 21515 PARTHENIA, CANOGA PARK, CA 91306 has have abandoned the use of the fictitious business name: THE JUMP AROUND, 21515 PARTHENIA, CANOGA PARK, CA 91306. The fictitious business name referred to above was filed on 11/10/14 in the county of Los Angeles. The original file number of 2014321589. The business was conducted by: A Limited Liability Company. This statement was filed with the County Clerk of Los Angeles on 2/26/19. The business information in this statement is true and correct. (A registrant who declares as true information which he or she knows to be false, is guilty of a crime.) SIGNED: Louis Charles, Charles Walter, Owner Publish: US Mountain Views News [461,295,675,341]
notice-heading: FICTITIOUS BUSINESS NAME STATEMENT File No. 2019046443 [237,492,382,499]
legal-notice [1133,309,1346,371]
notice-body: The following person(s) is (are) doing business as: CYRUS TELEVISION, 20044 ½ CHATSWORTH ST, CHATSWORTH, CA 91311. Full name of registrant(s) is (are) CYRUS WOODLAND HILLS, CA 91364. Full name of registrant(s) is (are) HADIS HEZAVEH, 20044 ½ CHATSWORTH ST, CHATSWORTH, CA 91311. This Business is conducted by: An Individual. Signed: Hadis Hezaveh, Owner. This statement was filed with the County Clerk of Los Angeles County on 2/26/19. The registrant(s) has (have) commenced to transact business under the fictitious business name or names listed above on N/A. NOTICE- This Fictitious Name Statement expires five years from the date it was filed in the office of the County Clerk. A new Fictitious Business Name Statement must be filed prior to that date. The filing of this statement does not of itself authorize the use in this state of a Fictitious Business Name in violation of the rights of another under Federal, State, or common law (See section 14411 et seq. Business and Professions Code) Publish: US Mountain Views News [237,574,451,637]
notice-body: The following person(s) is (are) doing business as: CHOICE PLUMBING COMPANY, 1500 EL CAMINO ST, ROWLAND HEIGHTS, CA 91748. Full name of registrant(s) is (are) YOUNG-HYUN CHOI, 22601 DELTA WAY, UNIT 2B, CHATSWORTH, CA 91311. This Business is conducted by: AN INDIVIDUAL. Signed: YOUNG-HYUN CHOI. This statement was filed with the County Clerk of Los Angeles County on 02/12/2019. The registrant(s) has (have) commenced to transact business under the fictitious business name or names listed above on 01/2010. NOTICE- This Fictitious Name Statement expires five years from the date it was filed in the office of the County Clerk. A new Fictitious Business Name Statement must be filed prior to that date. The filing of this statement does not of itself authorize the use in this state of a Fictitious Business Name in violation of the rights of another under Federal, State, or common law (See section 14411 et seq. Business and Professions Code) Publish: Mountain Views News [909,524,1123,581]
notice-body: Mar.02, 09, 16, 23, 2019 [237,791,287,798]
legal-notice [462,297,675,341]
notice-body: The following person(s) is (are) doing business as: 2340 N. ROBBINSON PLACE ORANGE, CA 92867. JOHN SACRAMENTO, 102 N. GLENDALE AVENUE #102, GLENDALE, CA 91206. ANDREA R. MONTIEL, 102 N. GLENDALE AVE #605, STEVE ABEGUNDE, 2100 ROBBINSON PLACE, ORANGE, CA 92867, has have abandoned the use of the fictitious business name: MILLENNIUM GLOBAL ENTERPRISES, 102 N. GLENDALE AVE #605, GLENDALE, CA 91206. The fictitious business name referred to above was filed on 12/24/2018, in the county of Los Angeles. The original file number 2018133505. The business was conducted by: A GENERAL PARTNERSHIP. This statement was filed with the County Clerk of Los Angeles on 02/21/2019. The business information in this statement is true and correct. (A registrant who declares as true information which he or she knows to be false, is guilty of a crime.) ARLENE B ABEGUNDE. [14,919,227,976]
footer-office-label: Office: [609,2565,639,2576]
notice-body: The following person(s) is (are) doing business as: RESET ACOUSTIC PANELS, 5520 NEWCASTLE AVE 206, ENCINO, CA 91316. Full name of registrant(s) is (are) AVSHALOM ELHALEH MARMER, 9126 NEWCASTLE AVE 206, ENCINO, CA 91316. This Business is conducted by: An Individual. Signed: Avshalom Elhaleh Marmer, Owner. This statement was filed with the County Clerk of Los Angeles County on 2/25/19. The registrant(s) has (have) commenced to transact business under the fictitious business name or names listed above on N/A. NOTICE- This Fictitious Name Statement expires five years from the date it was filed [461,587,675,628]
notice-body: The following person(s) is (are) doing business as: APRIL HEARTS, 3023 GARLAND AVE, LOS ANGELES, CA 90007. Full name of registrant(s) is (are) PUZZLES ENTERPRISES, INC., 3023 S GRAND AVE, LOS ANGELES, CA 90007. This Business is conducted by: A CORPORATION. Signed: BRIAN DAVENZAD. This statement was filed with the County Clerk of Los Angeles County on 02/13/2019. The registrant(s) has (have) commenced to transact business under the fictitious business name or names listed above on 2011. NOTICE- This Fictitious Name Statement expires five years from the date it was filed in the office of the County Clerk. A new Fictitious Business Name Statement must be filed prior to that date. The filing of this statement does not of itself authorize the use in this state of a Fictitious Business Name in violation of the rights of another under Federal, State, or common law (See section 14411 et seq. Business and Professions Code) Publish: Mountain Views News [1133,237,1346,295]
legal-notice [238,81,451,93]
notice-heading: FICTITIOUS BUSINESS NAME STATEMENT File No. 2019-046179 [14,600,160,607]
legal-notice [462,498,675,503]
notice-heading: FICTITIOUS BUSINESS NAME STATEMENT File No. 2019046032 [461,116,607,123]
publication-name: Mountain Views-News [14,56,139,71]
notice-body: Mar.02, 09, 16, 23, 2019 [237,558,287,565]
legal-notice [909,206,1122,212]
notice-body: Dates Pub: MARCH 02, 09, 16, 23, 2019 [14,199,96,206]
notice-heading: FICTITIOUS BUSINESS NAME STATEMENT File No. 2019048913 [909,139,1055,146]
notice-body: STATEMENT OF ABANDONMENT OF USE OF FICTITIOUS BUSINESS NAME [237,111,407,118]
notice-body: The following person(s) is (are) doing business as: SOURCE ELECTRICAL, 820 E. VALENCIA AVE, BURBANK, CA 91501. Full name of registrant(s) is (are) ARTHUR AKOPYAN, 820 E. VALENCIA AVE, BURBANK, CA 91501. This Business is conducted by: AN INDIVIDUAL. Signed: ARTHUR AKOPYAN. This statement was filed with the County Clerk of Los Angeles County on 02/20/2019. The registrant(s) has (have) commenced to transact business under the fictitious business name or names listed above on N/A. NOTICE- This Fictitious Name Statement expires five years from the date it was filed in the office of the County Clerk. A new Fictitious Business Name Statement must be filed prior to that date. The filing of this statement does not of itself authorize the use in this state of a Fictitious Business Name in violation of the rights of another under Federal, State, or common law (See section 14411 et seq. Business and Professions Code)Publish: Mountain Views News [14,297,227,354]
legal-notice [238,256,451,268]
legal-notice [238,793,451,799]
legal-notice [462,281,675,293]
legal-notice [14,905,227,917]
legal-notice [14,819,227,825]
notice-heading: FICTITIOUS BUSINESS NAME STATEMENT File No. 2019046036 [237,405,382,412]
notice-body: Dates Pub: MARCH 02, 09, 16, 23, 2019 [14,817,96,824]
notice-heading: FICTITIOUS BUSINESS NAME STATEMENT File No. 2019048515 [909,366,1055,373]
footer-email[interactable]: editor@mtnviewsnews.com [831,2565,950,2576]
notice-heading: FICTITIOUS BUSINESS NAME STATEMENT File No. 2019-043494 [14,366,160,373]
notice-body: Mar. 2, 9, 16, and 23, 2019 [909,129,963,135]
notice-heading: FICTITIOUS BUSINESS NAME STATEMENT File No. 2019-045002 [14,828,160,835]
legal-notice [1133,147,1346,153]
notice-body: The following person(s) ALFRED AMIRIAN, 12007 VENTURA BLVD, STUDIO CITY, CA 91604 has have abandoned the use of the fictitious business name: STUDIO CITY AUTO REPAIR, 12007 VENTURA BLVD, STUDIO CITY, CA 91604. The fictitious business name referred to above was filed on 10/22/18 in the county of Los Angeles. The original file number of 2018266149. The business was conducted by: An Individual. This statement was filed with the County Clerk of Los Angeles on 2/22/19. The business information in this statement is true and correct. (A registrant who declares as true information which he or she knows to be false, is guilty of a crime.) ALFRED AMIRIAN, OWNER Publish: Mountain Views News [237,195,451,242]
notice-body: Mar. 2, 9, 16, and 23, 2019 [909,508,963,515]
legal-notice [238,727,451,788]
notice-body: The following person(s) is (are) doing business as: THE SECRET AGENTS, 1423 E. ORANGE GROVE BLVD APT 26, PASADENA, CA 91104. Full name of registrant(s) is (are) KIM KAHALIA NASH, 1423 E. ORANGE GROVE BLVD APT 26, PASADENA, CA 91104. This Business is conducted by: AN INDIVIDUAL. Signed: SEAN O'KELLEY. This statement was filed with the County Clerk of Los Angeles County on 02/19/2019. The registrant(s) has (have) commenced to transact business under the fictitious business name or names listed above on N/A. NOTICE- This Fictitious Name Statement expires five years from the date it was filed in the office of the County Clerk. A new Fictitious Business Name Statement must be filed prior to that date. The filing of this statement does not of itself authorize the use in this state of a Fictitious Business Name in violation of the rights of another under Federal, State, or common law (See section 14411 et seq. Business and Professions Code)Publish: Mountain Views News [14,606,227,663]
notice-heading: FILE NO. 2019-046044 [237,254,287,261]
notice-heading: FICTITIOUS BUSINESS NAME STATEMENT File No. 2019-045968 [14,675,160,682]
legal-notice [238,321,451,327]
legal-notice [909,292,1122,354]
notice-heading: FICTITIOUS BUSINESS NAME STATEMENT File No. 2019046195 [685,116,831,123]
notice-body: Dates Pub: FEB. 23, MARCH 02, 09, 16, 2019 [1133,526,1227,532]
notice-body: The following person(s) is (are) doing business as: HEALTH CREDITS, 7063 HESERIA AVE, ENCINO, CA 91316. HEALTH CREDITS, P.O. BOX 370513, RESEDA, CA 91337. Full name of registrant(s) is (are) ROOT 2 LAKE, 5943 HESERIA AVE, ENCINO, CA 91316. This Business is conducted by: An Individual. Signed: Renu LI Jane, Owner. This statement was filed with the County Clerk of Los Angeles County on 2/22/19. The registrant(s) has (have) commenced to transact business under the fictitious business name or names listed above on N/A. NOTICE- This Fictitious Name Statement expires five years from the date it was filed in the office of the County Clerk. A new Fictitious Business Name Statement must be filed prior to that date. The filing of this statement does not of itself authorize the use in this state of a Fictitious Business Name in violation of the rights of another under Federal, State, or common law (See section 14411 et seq. Business and Professions Code) Publish: US Mountain Views News [461,511,675,569]
legal-notice [462,205,675,267]
footer-website[interactable]: www.mtnviewsnews.com [1000,2565,1108,2576]
legal-notice [909,358,1122,364]
notice-heading: FILE NO. 2019-045863 [14,903,63,910]
legal-notice [1133,157,1346,219]
notice-body: The following person(s) is (are) doing business as: JAR 3 ELITE TOUCH, 2942 IVEY LN, ANTELOPE ST, PACOIMA, CA 91331. Full name of registrant(s) is (are) ANDREW BRYANT III, 13233 DESMOND ST, PACOIMA, CA 91331. This Business is conducted by: An Individual. Signed: Andrew Bryant III, Owner. This statement was filed with the County Clerk of Los Angeles County on 2/22/19. The registrant(s) has (have) commenced to transact business under the fictitious business name or names listed above on 2/2015. NOTICE- This Fictitious Name Statement expires five years from the date it was filed in the office of the County Clerk. A new Fictitious Business Name Statement must be filed prior to that date. The filing of this statement does not of itself authorize the use in this state of a Fictitious Business Name in violation of the rights of another under Federal, State, or common law (See section 14411 et seq. Business and Professions Code) Publish: US Mountain Views News [237,731,451,788]
notice-body: Dates Pub: MARCH 02, 09, 16, 23, 2019 [237,96,320,102]
legal-notice [685,334,898,340]
notice-body: The following person(s) is (are) doing business as: TONY'S FRESH PRODUCE, 2168 S. ATLANTIC BLVD #202, MONTEREY PARK, CA 91754. Full name of registrant(s) is (are) ANTHONY JOVANNI MENDEZ, 7407 COBBLE CREEK DR, SANTAGO, CA 92880. This Business is conducted by: AN INDIVIDUAL. Signed: ANTHONY JOVANNI MENDEZ. This statement was filed with the County Clerk of Los Angeles County on 02/21/2019. The registrant(s) has (have) commenced to transact business under the fictitious business name or names listed above on N/A. NOTICE- This Fictitious Name Statement expires five years from the date it was filed in the office of the County Clerk. A new Fictitious Business Name Statement must be filed prior to that date. The filing of this statement does not of itself authorize the use in this state of a Fictitious Business Name in violation of the rights of another under Federal, State, or common law (See section 14411 et seq. Business and Professions Code)Publish: Mountain Views News [14,758,227,815]
legal-notice [1133,385,1346,446]
notice-body: (have) commenced to transact business under the fictitious business name or names listed above on N/A. NOTICE- This Fictitious Name Statement expires five years from the date it was filed in the office of the County Clerk. A new Fictitious Business Name Statement must be filed prior to that date. The filing of this statement does not of itself authorize the use in this state of a Fictitious Business Name in violation of the rights of another under Federal, State, or common law (See section 14411 et seq. Business and Professions Code)Publish: Mountain Views News [14,81,227,114]
notice-column-3 [462,81,675,2556]
legal-notice [238,97,451,102]
legal-notice [14,753,227,815]
notice-body: The following person(s) is (are) doing business as: VELVET NAILS, 30120 FARID ROSCOE BLVD, CANOGA PARK, CA 91306. Full name of registrant(s) is (are) PHUNG THI DONG/ ITEU / 7651 VENTURA / LAUTMUS LAKE APT, PANORAMA CITY, CA 91402. This Business is conducted by: An Individual. Signed: Phung Thi Dong, Owner. This statement was filed with the County Clerk of Los Angeles County on 2/25/19. The registrant(s) has (have) commenced to transact business under the fictitious business name or names listed above on N/A. NOTICE- This Fictitious Name Statement expires five years from the date it was filed in the office of the County Clerk. A new Fictitious Business Name Statement must be filed prior to that date. The filing of this statement does not of itself authorize the use in this state of a Fictitious Business Name in violation of the rights of another under Federal, State, or common law (See section 14411 et seq. Business and Professions Code) Publish: US Mountain Views News [685,501,899,558]
notice-body: STATEMENT OF ABANDONMENT OF USE OF FICTITIOUS BUSINESS NAME [461,285,631,292]
notice-body: Mar. 2, 9, 16, and 23, 2019 [461,420,515,427]
legal-notice [14,449,227,505]
notice-heading: FICTITIOUS BUSINESS NAME STATEMENT File No. 2019046912 [685,273,831,280]
notice-heading: FILE NO. 2019-045169 [237,180,287,186]
legal-notice [462,573,675,579]
notice-body: The following person(s) is (are) doing business as: RUCTIH, 814 E ELK AVE, APT 103, GLENDALE, CA 91205. Full name of registrant(s) is (are) ARTEM M. MANUCHARYAN, 814 E ELK AVE, APT 103, GLENDALE, CA 91205. This Business is conducted by: An Individual. Signed: Artem Manucharyan, Owner. This statement was filed with the County Clerk of Los Angeles County on 2/27/19. The registrant(s) has (have) commenced to transact business under the fictitious business name or names listed above on N/A. NOTICE- This Fictitious Name Statement expires five years from the date it was filed in the office of the County Clerk. A new Fictitious Business Name Statement must be filed prior to that date. The filing of this statement does not of itself authorize the use in this state of a Fictitious Business Name in violation of the rights of another under Federal, State, or common law (See section 14411 et seq. Business and Professions Code) Publish: US Mountain Views News [909,220,1123,277]
legal-notice [462,584,675,628]
legal-notice [238,396,451,402]
notice-body: The following person(s) is (are) doing business as: CALZONES EXPRESS, 456 S. HILL ST SUITE 432, LOS ANGELES, CA 90013. Full name of registrant(s) is (are) CLEARPRESS, LLC, 24944 MAIN ST #205, NORTHRIDGE, CA 91325. This Business is conducted by: A Limited Liability Company. Signed: Clearpress, LLC, Miguel A Jauregui, President. This statement was filed with the County Clerk of Los Angeles County on 2/26/19. The registrant(s) has (have) commenced to transact business under the fictitious business name or names listed above on N/A. NOTICE- This Fictitious Name Statement expires five years from the date it was filed in the office of the County Clerk. A new Fictitious Business Name Statement must be filed prior to that date. The filing of this statement does not of itself authorize the use in this state of a Fictitious Business Name in violation of the rights of another under Federal, State, or common law (See section 14411 et seq. Business and Professions Code) Publish: US Mountain Views News [461,436,675,493]
notice-body: The following person(s) is (are) doing business as: 5 STARS JANITORIAL, 7915 ROSECRANS AVE, PARAMOUNT, CA 90723. Full name of registrant(s) is (are) ORLANDO CASTELLON, 11848 PARAMOUNT BLVD, SOUTH GATE, CA 90280. This Business is conducted by: AN INDIVIDUAL. Signed: ORLANDO CASTELLON. This statement was filed with the County Clerk of Los Angeles County on 02/07/2019. The registrant(s) has (have) commenced to transact business under the fictitious business name or names listed above on 02/2019. NOTICE- This Fictitious Name Statement expires five years from the date it was filed in the office of the County Clerk. A new Fictitious Business Name Statement must be filed prior to that date. The filing of this statement does not of itself authorize the use in this state of a Fictitious Business Name in violation of the rights of another under Federal, State, or common law (See section 14411 et seq. Business and Professions Code) Publish: Mountain Views News [1133,85,1346,142]
notice-body: The following person(s) is (are) doing business as: SOUTHERN MOUNTAIN RANGE CUSTOM CABINETS LLC, 8608 CUSTOM CABINETS, 2247 W. WASHINGTON BLVD, LOS ANGELES, CA 90018. Full name of registrant(s) is (are) SOUTHERN MOUNTAIN RANGE CUSTOM CABINETS LLC, 2247 W. WASHINGTON BLVD, LOS ANGELES, CA 90018. This Business is conducted by: A LIMITED LIABILITY COMPANY. Signed: TANDY BARAGAS. This statement was filed with the County Clerk of Los Angeles County on 02/20/2019. The registrant(s) has (have) commenced to transact business under the fictitious business name or names listed above on N/A. NOTICE- This Fictitious Name Statement expires five years from the date it was filed in the office of the County Clerk. A new Fictitious Business Name Statement must be filed prior to that date. The filing of this statement does not of itself authorize the use in this state of a Fictitious Business Name in violation of the rights of another under Federal, State, or common law (See section 14411 et seq. Business and Professions Code)Publish: Mountain Views News [14,372,227,435]
notice-heading: FICTITIOUS BUSINESS NAME STATEMENT File No. 2019045297 [685,343,831,350]
